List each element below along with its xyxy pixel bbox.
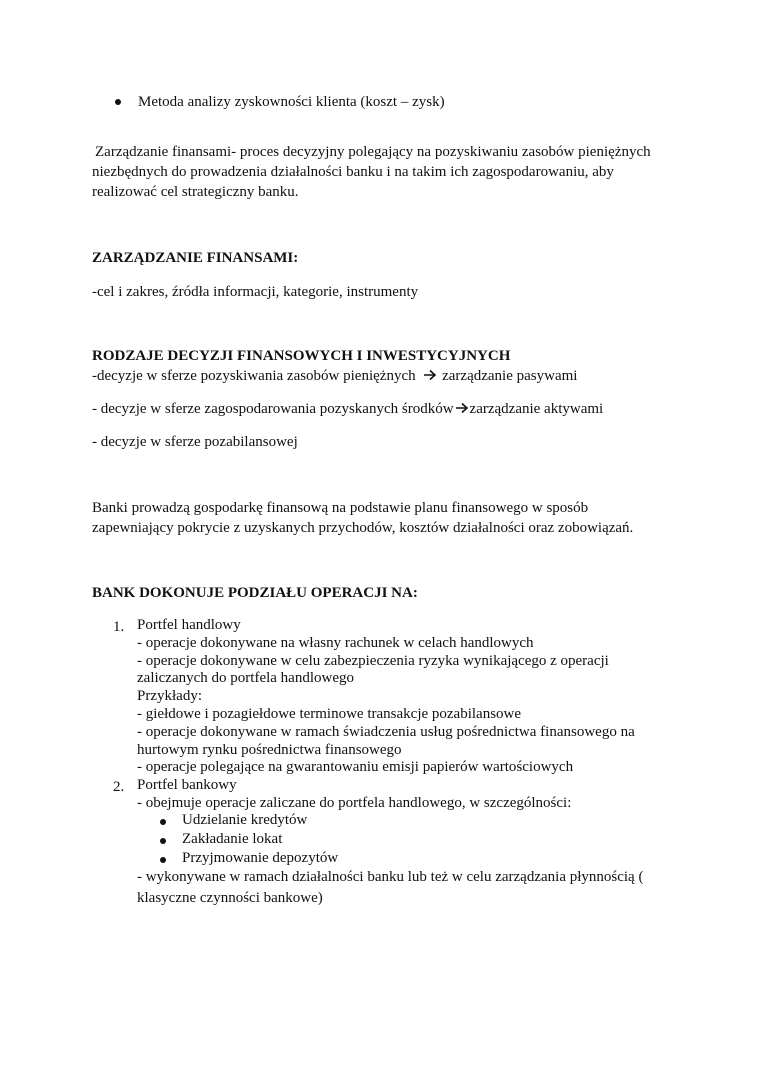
definition-paragraph (92, 142, 651, 202)
decision-item-2-result: zarządzanie aktywami (469, 401, 604, 417)
list-item: zaliczanych do portfela handlowego (137, 670, 354, 687)
intro-bullet-text: Metoda analizy zyskowności klienta (koszt – zysk) (138, 94, 445, 110)
decision-item-2-text: - decyzje w sferze zagospodarowania pozyskanych środków (92, 401, 454, 417)
list-number-2: 2. (113, 779, 125, 795)
portfel-handlowy-title: Portfel handlowy (137, 617, 241, 633)
list-number-1: 1. (113, 619, 125, 635)
list-item: - operacje dokonywane w celu zabezpieczenia ryzyka wynikającego z operacji (137, 652, 609, 669)
decision-item-1 (92, 366, 577, 386)
arrow-right-icon (423, 369, 437, 381)
list-item: - giełdowe i pozagiełdowe terminowe transakcje pozabilansowe (137, 705, 522, 722)
list-item: Przykłady: (137, 688, 202, 705)
list-item: - operacje dokonywane w ramach świadczenia usług pośrednictwa finansowego na (137, 723, 635, 740)
list-item: klasyczne czynności bankowe) (137, 890, 323, 906)
portfel-bankowy-intro: - obejmuje operacje zaliczane do portfela handlowego, w szczególności: (137, 794, 572, 811)
list-item: hurtowym rynku pośrednictwa finansowego (137, 741, 402, 758)
decision-item-3: - decyzje w sferze pozabilansowej (92, 434, 298, 450)
section-heading-podzial-operacji: BANK DOKONUJE PODZIAŁU OPERACJI NA: (92, 585, 418, 601)
list-item: - operacje dokonywane na własny rachunek w celach handlowych (137, 634, 534, 651)
portfel-bankowy-title: Portfel bankowy (137, 777, 237, 793)
section-heading-rodzaje-decyzji: RODZAJE DECYZJI FINANSOWYCH I INWESTYCYJNYCH (92, 348, 511, 364)
list-item: - operacje polegające na gwarantowaniu emisji papierów wartościowych (137, 759, 574, 776)
portfel-bankowy-block (137, 777, 571, 813)
arrow-right-icon (455, 402, 469, 414)
list-item: - wykonywane w ramach działalności banku lub też w celu zarządzania płynnością ( (137, 869, 644, 885)
decision-item-1-result: zarządzanie pasywami (442, 368, 578, 384)
bullet-dot-icon (115, 99, 121, 105)
section-heading-zarzadzanie: ZARZĄDZANIE FINANSAMI: (92, 250, 299, 266)
bullet-dot-icon (160, 857, 166, 863)
definition-line: niezbędnych do prowadzenia działalności banku i na takim ich zagospodarowaniu, aby (92, 164, 614, 180)
definition-line: Zarządzanie finansami- proces decyzyjny polegający na pozyskiwaniu zasobów pieniężnych (95, 144, 651, 160)
banks-paragraph-line: Banki prowadzą gospodarkę finansową na podstawie planu finansowego w sposób (92, 500, 589, 516)
section1-text: -cel i zakres, źródła informacji, kategorie, instrumenty (92, 284, 419, 300)
decision-item-2 (92, 399, 603, 419)
portfel-bankowy-closing (137, 867, 643, 909)
portfel-handlowy-block (137, 617, 635, 777)
definition-line: realizować cel strategiczny banku. (92, 184, 299, 200)
bullet-dot-icon (160, 838, 166, 844)
banks-paragraph-line: zapewniający pokrycie z uzyskanych przychodów, kosztów działalności oraz zobowiązań. (92, 520, 634, 536)
sub-bullet-item: Zakładanie lokat (182, 831, 283, 847)
bullet-dot-icon (160, 819, 166, 825)
sub-bullet-item: Udzielanie kredytów (182, 812, 308, 828)
decision-item-1-text: -decyzje w sferze pozyskiwania zasobów pieniężnych (92, 368, 416, 384)
banks-paragraph (92, 498, 633, 538)
sub-bullet-item: Przyjmowanie depozytów (182, 850, 339, 866)
